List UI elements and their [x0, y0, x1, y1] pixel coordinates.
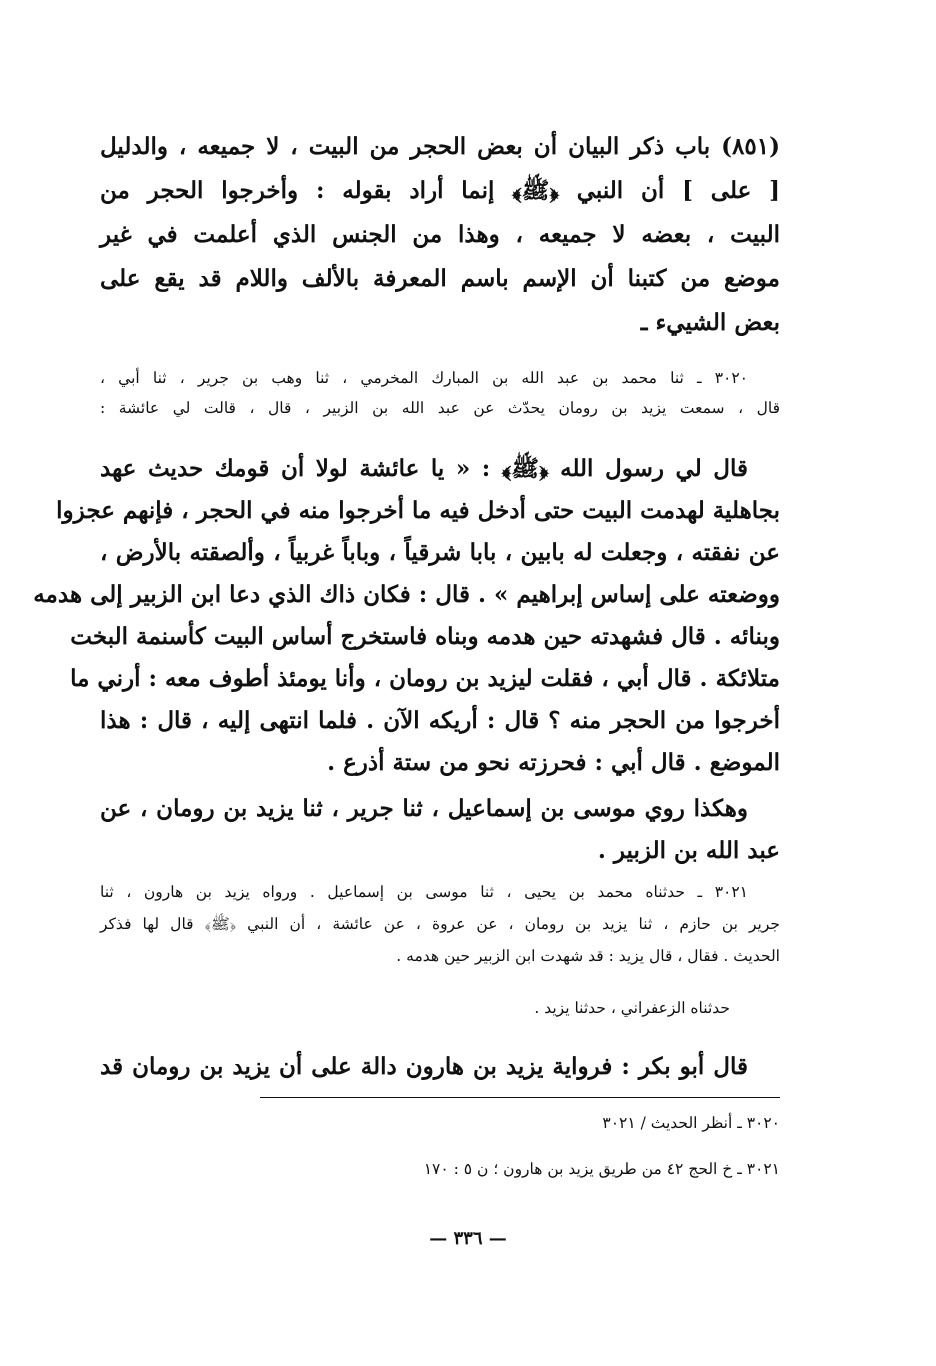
- footnote-divider: [260, 1097, 780, 1098]
- matn-line-5: وبنائه . قال فشهدته حين هدمه وبناه فاستخرج أساس البيت كأسنمة البخت: [70, 623, 780, 650]
- matn-line-6: متلائكة . قال أبي ، فقلت ليزيد بن رومان ، وأنا يومئذ أطوف معه : أرني ما: [70, 665, 780, 692]
- isnad-3020-line-1: ٣٠٢٠ ـ ثنا محمد بن عبد الله بن المبارك المخرمي ، ثنا وهب بن جرير ، ثنا أبي ،: [100, 369, 748, 387]
- isnad-3021-line-3: الحديث . فقال ، قال يزيد : قد شهدت ابن الزبير حين هدمه .: [396, 947, 780, 965]
- heading-line-4: موضع من كتبنا أن الإسم باسم المعرفة بالألف واللام قد يقع على: [100, 265, 780, 292]
- heading-line-3: البيت ، بعضه لا جميعه ، وهذا من الجنس الذي أعلمت في غير: [100, 221, 780, 248]
- riwaya-line-1: وهكذا روي موسى بن إسماعيل ، ثنا جرير ، ثنا يزيد بن رومان ، عن: [100, 795, 748, 822]
- matn-line-3: عن نفقته ، وجعلت له بابين ، بابا شرقياً ، وباباً غربياً ، وألصقته بالأرض ،: [100, 539, 780, 566]
- heading-line-2: [ على ] أن النبي ﴿ﷺ﴾ إنما أراد بقوله : وأخرجوا الحجر من: [100, 177, 780, 204]
- isnad-3021-line-2: جرير بن حازم ، ثنا يزيد بن رومان ، عن عروة ، عن عائشة ، أن النبي ﴿ﷺ﴾ قال لها فذكر: [100, 915, 780, 933]
- matn-line-4: ووضعته على إساس إبراهيم » . قال : فكان ذاك الذي دعا ابن الزبير إلى هدمه: [33, 581, 780, 608]
- heading-line-5: بعض الشييء ـ: [640, 309, 780, 336]
- zafarani-line: حدثناه الزعفراني ، حدثنا يزيد .: [534, 999, 730, 1017]
- matn-line-2: بجاهلية لهدمت البيت حتى أدخل فيه ما أخرجوا منه في الحجر ، فإنهم عجزوا: [56, 497, 780, 524]
- footnote-3020: ٣٠٢٠ ـ أنظر الحديث / ٣٠٢١: [602, 1114, 780, 1132]
- heading-line-1: (٨٥١) باب ذكر البيان أن بعض الحجر من البيت ، لا جميعه ، والدليل: [100, 133, 780, 160]
- isnad-3021-line-1: ٣٠٢١ ـ حدثناه محمد بن يحيى ، ثنا موسى بن إسماعيل . ورواه يزيد بن هارون ، ثنا: [100, 883, 748, 901]
- matn-line-7: أخرجوا من الحجر منه ؟ قال : أريكه الآن . فلما انتهى إليه ، قال : هذا: [100, 707, 780, 734]
- matn-line-8: الموضع . قال أبي : فحرزته نحو من ستة أذرع .: [327, 749, 780, 776]
- footnote-3021: ٣٠٢١ ـ خ الحج ٤٢ من طريق يزيد بن هارون ؛ ن ٥ : ١٧٠: [423, 1160, 780, 1178]
- abu-bakr-line: قال أبو بكر : فرواية يزيد بن هارون دالة على أن يزيد بن رومان قد: [100, 1053, 748, 1080]
- page-number: — ٣٣٦ —: [429, 1228, 507, 1249]
- isnad-3020-line-2: قال ، سمعت يزيد بن رومان يحدّث عن عبد الله بن الزبير ، قال ، قالت لي عائشة :: [100, 399, 780, 417]
- matn-line-1: قال لي رسول الله ﴿ﷺ﴾ : « يا عائشة لولا أن قومك حديث عهد: [100, 455, 748, 482]
- riwaya-line-2: عبد الله بن الزبير .: [597, 837, 780, 864]
- page-body: [33, 125, 780, 1265]
